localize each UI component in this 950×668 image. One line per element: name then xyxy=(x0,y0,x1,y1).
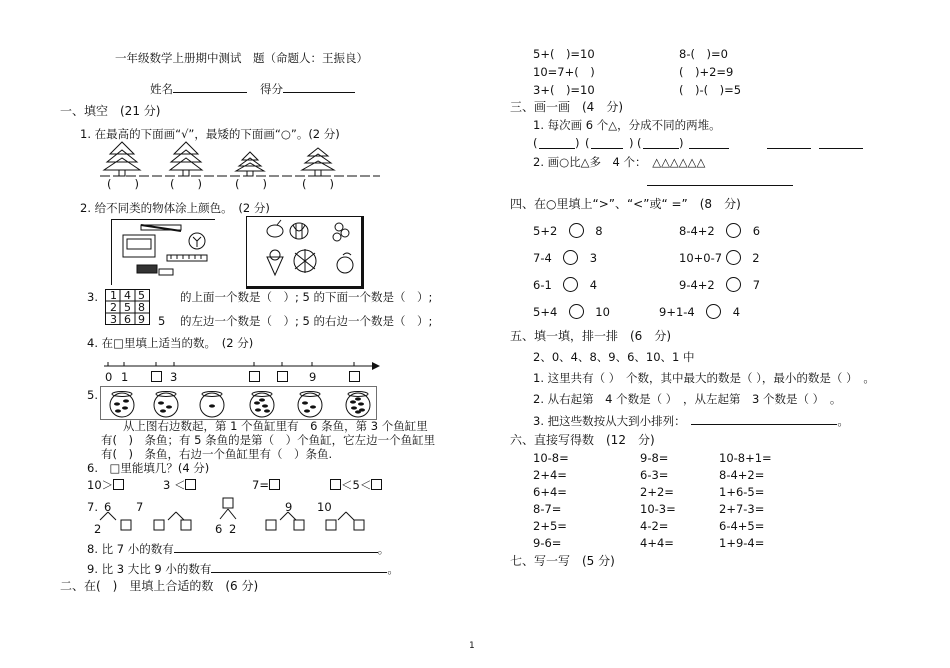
answer-box[interactable] xyxy=(185,479,196,490)
grid-cell: 3 xyxy=(110,313,117,326)
bond-value: 6 xyxy=(215,522,223,536)
fill-item[interactable]: 8-( )=0 xyxy=(679,47,728,61)
bond-value: 9 xyxy=(285,500,293,514)
triangles: △△△△△△ xyxy=(652,155,706,169)
grid-cell: 5 xyxy=(138,289,145,302)
calc-column-3 xyxy=(719,451,772,553)
q5-line-1: 从上图右边数起，第 1 个鱼缸里有 6 条鱼，第 3 个鱼缸里 xyxy=(123,419,428,433)
calc-item[interactable]: 10-8= xyxy=(533,451,569,465)
grid-cell: 4 xyxy=(124,289,131,302)
calc-item[interactable]: 6+4= xyxy=(533,485,567,499)
q6-item-c: 7= xyxy=(252,478,280,492)
compare-item: 5+4 10 xyxy=(533,305,610,319)
q9-blank[interactable] xyxy=(211,561,387,573)
bond-value: 2 xyxy=(94,522,102,536)
tree-3 xyxy=(236,152,264,176)
compare-item: 8-4+2 6 xyxy=(679,224,761,238)
bond-value: 10 xyxy=(317,500,332,514)
grid-cell: 9 xyxy=(138,313,145,326)
bond-value: 2 xyxy=(229,522,237,536)
compare-circle[interactable] xyxy=(569,304,584,319)
numline-label: 3 xyxy=(170,370,178,384)
q6-text: 6. □里能填几？(4 分) xyxy=(87,461,210,475)
number-line xyxy=(104,360,380,374)
numline-label: 0 xyxy=(105,370,113,384)
score-blank[interactable] xyxy=(283,80,355,93)
answer-box[interactable] xyxy=(371,479,382,490)
q5-line-2: 有( ) 条鱼；有 5 条鱼的是第（ ）个鱼缸，它左边一个鱼缸里 xyxy=(101,433,436,447)
compare-item: 5+2 8 xyxy=(533,224,603,238)
q3-side-number: 5 xyxy=(158,314,166,328)
compare-item: 9+1-4 4 xyxy=(659,305,741,319)
pile-blank[interactable] xyxy=(819,136,863,149)
calc-item[interactable]: 6-4+5= xyxy=(719,519,765,533)
bond-value: 6 xyxy=(104,500,112,514)
q3-line-2: 的左边一个数是（ ）; 5 的右边一个数是（ ）; xyxy=(180,314,433,328)
tree-2-answer[interactable]: ( ) xyxy=(170,177,202,191)
pile-blank[interactable] xyxy=(643,136,679,149)
pile-blank[interactable] xyxy=(689,136,729,149)
compare-item: 7-4 3 xyxy=(533,251,598,265)
pile-blank[interactable] xyxy=(767,136,811,149)
calc-column-1 xyxy=(533,451,569,553)
page-number: 1 xyxy=(469,641,475,651)
calc-item[interactable]: 2+4= xyxy=(533,468,567,482)
tree-1 xyxy=(104,142,140,176)
q7-number: 7. xyxy=(87,500,98,514)
bond-value: 7 xyxy=(136,500,144,514)
draw-q2-text: 2. 画○比△多 4 个： △△△△△△ xyxy=(533,155,706,169)
answer-box[interactable] xyxy=(330,479,341,490)
calc-item[interactable]: 2+2= xyxy=(640,485,674,499)
compare-item: 10+0-7 2 xyxy=(679,251,760,265)
fruit-plant-picture xyxy=(246,216,364,289)
calc-item[interactable]: 6-3= xyxy=(640,468,669,482)
draw-q1-blanks: ( ) ( ) ( ) xyxy=(533,136,863,150)
numline-label: 9 xyxy=(309,370,317,384)
calc-column-2 xyxy=(640,451,676,553)
sort-q2-text: 2. 从右起第 4 个数是（ ） ，从左起第 3 个数是（ ） 。 xyxy=(533,392,842,406)
calc-item[interactable]: 8-4+2= xyxy=(719,468,765,482)
score-label: 得分 xyxy=(260,80,355,96)
compare-item: 9-4+2 7 xyxy=(679,278,761,292)
grid-cell: 2 xyxy=(110,301,117,314)
tree-4-answer[interactable]: ( ) xyxy=(302,177,334,191)
fill-item[interactable]: ( )+2=9 xyxy=(679,65,734,79)
q6-item-d: ＜5＜ xyxy=(330,478,382,492)
compare-item: 6-1 4 xyxy=(533,278,598,292)
number-grid xyxy=(105,289,150,325)
numline-blank[interactable] xyxy=(151,371,162,382)
calc-item[interactable]: 1+9-4= xyxy=(719,536,765,550)
q8-text: 8. 比 7 小的数有 。 xyxy=(87,542,390,556)
calc-item[interactable]: 9-8= xyxy=(640,451,669,465)
grid-cell: 6 xyxy=(124,313,131,326)
grid-cell: 1 xyxy=(110,289,117,302)
compare-circle[interactable] xyxy=(569,223,584,238)
calc-item[interactable]: 4-2= xyxy=(640,519,669,533)
section-3-title: 三、画一画 (4 分) xyxy=(510,100,623,114)
q9-text: 9. 比 3 大比 9 小的数有 。 xyxy=(87,562,399,576)
calc-item[interactable]: 2+7-3= xyxy=(719,502,765,516)
q6-item-b: 3 ＜ xyxy=(163,478,196,492)
stationery-picture xyxy=(111,219,215,285)
section-2-title: 二、在( ) 里填上合适的数 (6 分) xyxy=(60,579,259,593)
q1-text: 1. 在最高的下面画“√”，最矮的下面画“○”。(2 分) xyxy=(80,127,340,141)
calc-item[interactable]: 8-7= xyxy=(533,502,562,516)
compare-circle[interactable] xyxy=(726,277,741,292)
answer-box[interactable] xyxy=(113,479,124,490)
sort-q3-text: 3. 把这些数按从大到小排列： 。 xyxy=(533,414,849,428)
q5-number: 5. xyxy=(87,388,98,402)
q2-text: 2. 给不同类的物体涂上颜色。 (2 分) xyxy=(80,201,270,215)
numline-blank[interactable] xyxy=(277,371,288,382)
tree-1-answer[interactable]: ( ) xyxy=(107,177,139,191)
tree-3-answer[interactable]: ( ) xyxy=(235,177,267,191)
calc-item[interactable]: 1+6-5= xyxy=(719,485,765,499)
q5-line-3: 有( ) 条鱼，右边一个鱼缸里有（ ）条鱼. xyxy=(101,447,333,461)
pile-blank[interactable] xyxy=(539,136,575,149)
calc-item[interactable]: 2+5= xyxy=(533,519,567,533)
tree-4 xyxy=(302,148,334,176)
numline-label: 1 xyxy=(121,370,129,384)
fill-item[interactable]: 3+( )=10 xyxy=(533,83,595,97)
q3-number: 3. xyxy=(87,290,98,304)
compare-circle[interactable] xyxy=(726,250,741,265)
q8-blank[interactable] xyxy=(174,541,378,553)
sort-blank[interactable] xyxy=(691,413,837,425)
q3-line-1: 的上面一个数是（ ）; 5 的下面一个数是（ ）; xyxy=(180,290,433,304)
q4-text: 4. 在□里填上适当的数。 (2 分) xyxy=(87,336,254,350)
section-4-title: 四、在○里填上“>”、“<”或“ =” (8 分) xyxy=(510,197,741,211)
q6-item-a: 10＞ xyxy=(87,478,124,492)
fill-item[interactable]: 5+( )=10 xyxy=(533,47,595,61)
draw-q1-text: 1. 每次画 6 个△，分成不同的两堆。 xyxy=(533,118,721,132)
compare-circle[interactable] xyxy=(706,304,721,319)
numline-blank[interactable] xyxy=(349,371,360,382)
calc-item[interactable]: 9-6= xyxy=(533,536,562,550)
grid-cell: 8 xyxy=(138,301,145,314)
pile-blank[interactable] xyxy=(591,136,623,149)
section-6-title: 六、直接写得数 (12 分) xyxy=(510,433,655,447)
section-5-title: 五、填一填，排一排 (6 分) xyxy=(510,329,671,343)
numline-blank[interactable] xyxy=(249,371,260,382)
fish-bowls-illustration xyxy=(100,386,378,422)
tree-2 xyxy=(170,142,202,176)
draw-q2-blank[interactable] xyxy=(647,185,793,186)
calc-item[interactable]: 4+4= xyxy=(640,536,674,550)
calc-item[interactable]: 10-8+1= xyxy=(719,451,772,465)
name-label: 姓名 xyxy=(150,80,247,96)
number-bonds xyxy=(90,497,380,537)
fill-item[interactable]: ( )-( )=5 xyxy=(679,83,742,97)
fill-item[interactable]: 10=7+( ) xyxy=(533,65,595,79)
section-7-title: 七、写一写 (5 分) xyxy=(510,554,615,568)
page-title: 一年级数学上册期中测试 题（命题人：王振良） xyxy=(115,51,368,65)
compare-circle[interactable] xyxy=(726,223,741,238)
sequence-numbers: 2、0、4、8、9、6、10、1 中 xyxy=(533,350,695,364)
grid-cell: 5 xyxy=(124,301,131,314)
calc-item[interactable]: 10-3= xyxy=(640,502,676,516)
compare-circle[interactable] xyxy=(563,277,578,292)
answer-box[interactable] xyxy=(269,479,280,490)
section-1-title: 一、填空 (21 分) xyxy=(60,104,161,118)
sort-q1-text: 1. 这里共有（ ） 个数，其中最大的数是（ ），最小的数是（ ） 。 xyxy=(533,371,875,385)
name-blank[interactable] xyxy=(173,80,247,93)
compare-circle[interactable] xyxy=(563,250,578,265)
